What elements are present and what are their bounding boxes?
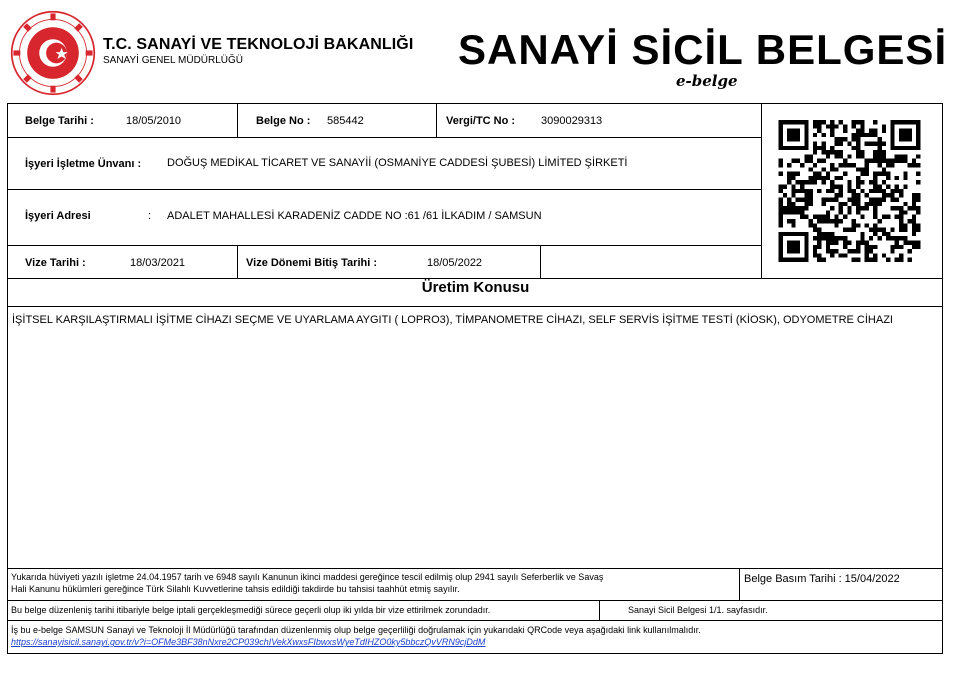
document-title: SANAYİ SİCİL BELGESİ	[458, 26, 948, 73]
belge-no-label: Belge No :	[256, 115, 311, 127]
vergi-no-label: Vergi/TC No :	[446, 115, 516, 127]
law-text-line1: Yukarıda hüviyeti yazılı işletme 24.04.1957 tarih ve 6948 sayılı Kanunun ikinci maddesi gereğince tescil edilmiş olup 2941 sayılı Seferberlik ve Savaş	[11, 572, 604, 582]
vize-bitis-value: 18/05/2022	[427, 257, 483, 269]
vize-tarihi-value: 18/03/2021	[130, 257, 186, 269]
page-info: Sanayi Sicil Belgesi 1/1. sayfasıdır.	[628, 605, 768, 615]
adres-colon: :	[148, 210, 152, 222]
belge-tarihi-label: Belge Tarihi :	[25, 115, 94, 127]
validity-text: Bu belge düzenleniş tarihi itibariyle belge iptali gerçekleşmediği sürece geçerli olup iki yılda bir vize ettirilmek zorundadır.	[11, 605, 491, 615]
verification-link[interactable]: https://sanayisicil.sanayi.gov.tr/v?i=OFMe3BF38nNxre2CP039chIVekXwxsFIbwxsWyeTdIHZO0ky5bbczQvVRN9cjDdM	[11, 637, 486, 647]
verification-text: İş bu e-belge SAMSUN Sanayi ve Teknoloji İl Müdürlüğü tarafından düzenlenmiş olup belge geçerliliği doğrulamak için yukarıdaki QRCode veya aşağıdaki link kullanılmalıdır.	[11, 625, 701, 635]
law-text-line2: Hali Kanunu hükümleri gereğince Türk Silahlı Kuvvetlerine tahsis edildiği takdirde bu tahsisi taahhüt etmiş sayılır.	[11, 584, 460, 594]
ministry-logo-icon	[10, 10, 96, 96]
adres-value: ADALET MAHALLESİ KARADENİZ CADDE NO :61 /61 İLKADIM / SAMSUN	[167, 210, 542, 222]
ministry-name: T.C. SANAYİ VE TEKNOLOJİ BAKANLIĞI	[103, 36, 414, 53]
belge-tarihi-value: 18/05/2010	[126, 115, 182, 127]
vize-tarihi-label: Vize Tarihi :	[25, 257, 86, 269]
uretim-konusu-title: Üretim Konusu	[421, 279, 530, 296]
basim-tarihi: Belge Basım Tarihi : 15/04/2022	[744, 573, 900, 585]
belge-no-value: 585442	[327, 115, 364, 127]
directorate-name: SANAYİ GENEL MÜDÜRLÜĞÜ	[103, 55, 244, 66]
uretim-konusu-text: İŞİTSEL KARŞILAŞTIRMALI İŞİTME CİHAZI SEÇME VE UYARLAMA AYGITI ( LOPRO3), TİMPANOMETRE CİHAZI, SELF SERVİS İŞİTME TESTİ (KİOSK), ODYOMETRE CİHAZI	[12, 314, 893, 326]
vergi-no-value: 3090029313	[541, 115, 603, 127]
adres-label: İşyeri Adresi	[25, 210, 91, 222]
unvan-value: DOĞUŞ MEDİKAL TİCARET VE SANAYİİ (OSMANİYE CADDESİ ŞUBESİ) LİMİTED ŞİRKETİ	[167, 157, 628, 169]
vize-bitis-label: Vize Dönemi Bitiş Tarihi :	[246, 257, 378, 269]
qr-code-icon	[778, 120, 921, 262]
unvan-label: İşyeri İşletme Ünvanı :	[25, 158, 142, 170]
document-subtitle: e-belge	[676, 72, 738, 90]
